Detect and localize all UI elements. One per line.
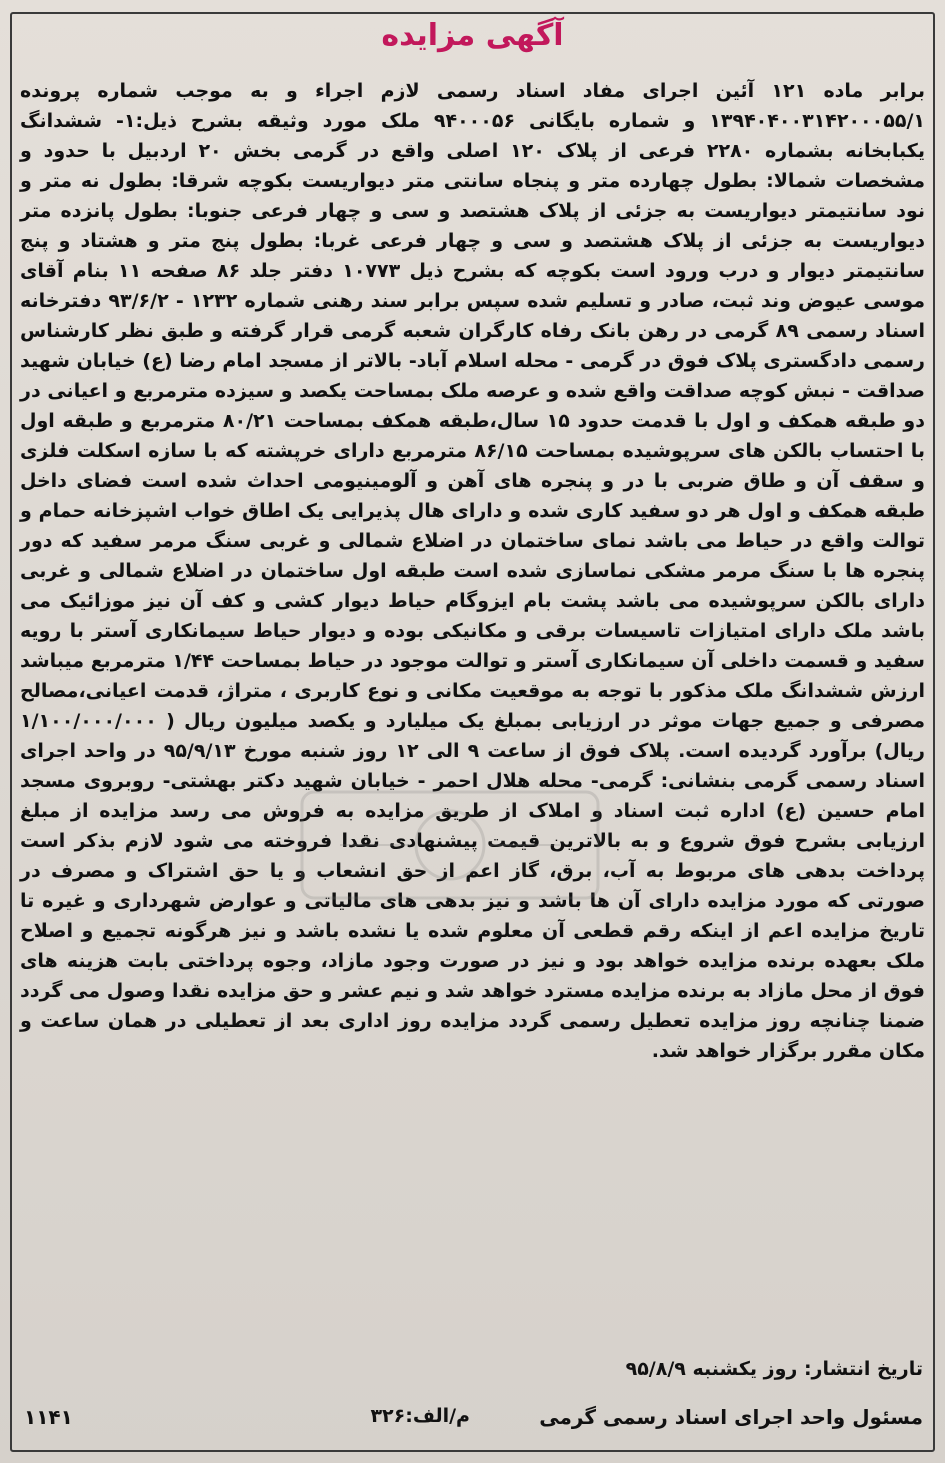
reference-code: م/الف:۳۲۶ <box>370 1405 470 1427</box>
publication-date: تاریخ انتشار: روز یکشنبه ۹۵/۸/۹ <box>625 1358 923 1380</box>
signature-line: مسئول واحد اجرای اسناد رسمی گرمی <box>539 1405 923 1429</box>
ad-number: ۱۱۴۱ <box>24 1405 73 1429</box>
notice-title: آگهی مزایده <box>381 18 564 53</box>
notice-footer <box>20 1405 925 1437</box>
notice-body: برابر ماده ۱۲۱ آئین اجرای مفاد اسناد رسمی لازم اجراء و به موجب شماره پرونده ۱۳۹۴۰۴۰۰۳۱۴۲۰۰۰۵۵/۱ و شماره بایگانی ۹۴۰۰۰۵۶ ملک مورد وثیقه بشرح ذیل:۱- ششدانگ یکبابخانه بشماره ۲۲۸۰ فرعی از پلاک ۱۲۰ اصلی واقع در گرمی بخش ۲۰ اردبیل با حدود و مشخصات شمالا: بطول چهارده متر و پنجاه سانتی متر دیواریست بکوچه شرقا: بطول نه متر و نود سانتیمتر دیواریست به جزئی از پلاک هشتصد و سی و چهار فرعی جنوبا: بطول پانزده متر دیواریست به جزئی از پلاک هشتصد و سی و چهار فرعی غربا: بطول پنج متر و هشتاد و پنج سانتیمتر دیوار و درب ورود است بکوچه که بشرح ذیل ۱۰۷۷۳ دفتر جلد ۸۶ صفحه ۱۱ بنام آقای موسی عیوض وند ثبت، صادر و تسلیم شده سپس برابر سند رهنی شماره ۱۲۳۲ - ۹۳/۶/۲ دفترخانه اسناد رسمی ۸۹ گرمی در رهن بانک رفاه کارگران شعبه گرمی قرار گرفته و طبق نظر کارشناس رسمی دادگستری پلاک فوق در گرمی - محله اسلام آباد- بالاتر از مسجد امام رضا (ع) خیابان شهید صداقت - نبش کوچه صداقت واقع شده و عرصه ملک بمساحت یکصد و سیزده مترمربع و اعیانی در دو طبقه همکف و اول با قدمت حدود ۱۵ سال،طبقه همکف بمساحت ۸۰/۲۱ مترمربع و طبقه اول با احتساب بالکن های سرپوشیده بمساحت ۸۶/۱۵ مترمربع دارای خرپشته که با سازه اسکلت فلزی و سقف آن و طاق ضربی با در و پنجره های آهن و آلومینیومی احداث شده است فضای داخل طبقه همکف و اول هر دو سفید کاری شده و دارای هال پذیرایی یک اطاق خواب اشپزخانه حمام و توالت واقع در حیاط می باشد نمای ساختمان در اضلاع شمالی و غربی سنگ مرمر سفید که دور پنجره ها با سنگ مرمر مشکی نماسازی شده است طبقه اول ساختمان در اضلاع شمالی و غربی دارای بالکن سرپوشیده می باشد پشت بام ایزوگام حیاط دیوار کشی و کف آن نیز موزائیک می باشد ملک دارای امتیازات تاسیسات برقی و مکانیکی بوده و دیوار حیاط سیمانکاری آستر با رویه سفید و قسمت داخلی آن سیمانکاری آستر و توالت موجود در حیاط بمساحت ۱/۴۴ مترمربع میباشد ارزش ششدانگ ملک مذکور با توجه به موقعیت مکانی و نوع کاربری ، متراژ، قدمت اعیانی،مصالح مصرفی و جمیع جهات موثر در ارزیابی بمبلغ یک میلیارد و یکصد میلیون ریال ( ۱/۱۰۰/۰۰۰/۰۰۰ ریال) برآورد گردیده است. پلاک فوق از ساعت ۹ الی ۱۲ روز شنبه مورخ ۹۵/۹/۱۳ در واحد اجرای اسناد رسمی گرمی بنشانی: گرمی- محله هلال احمر - خیابان شهید دکتر بهشتی- روبروی مسجد امام حسین (ع) اداره ثبت اسناد و املاک از طریق مزایده به فروش می رسد مزایده از مبلغ ارزیابی بشرح فوق شروع و به بالاترین قیمت پیشنهادی نقدا فروخته می شود لازم بذکر است پرداخت بدهی های مربوط به آب، برق، گاز اعم از حق انشعاب و یا حق اشتراک و مصرف در صورتی که مورد مزایده دارای آن ها باشد و نیز بدهی های مالیاتی و عوارض شهرداری و غیره تا تاریخ مزایده اعم از اینکه رقم قطعی آن معلوم شده یا نشده باشد و نیز هرگونه تجمیع و اصلاح ملک بعهده برنده مزایده خواهد بود و نیز در صورت وجود مازاد، وجوه پرداختی بابت هزینه های فوق از محل مازاد به برنده مزایده مسترد خواهد شد و نیم عشر و حق مزایده نقدا وصول می گردد ضمنا چنانچه روز مزایده تعطیل رسمی گردد مزایده روز اداری بعد از تعطیلی در همان ساعت و مکان مقرر برگزار خواهد شد. <box>20 80 926 1062</box>
